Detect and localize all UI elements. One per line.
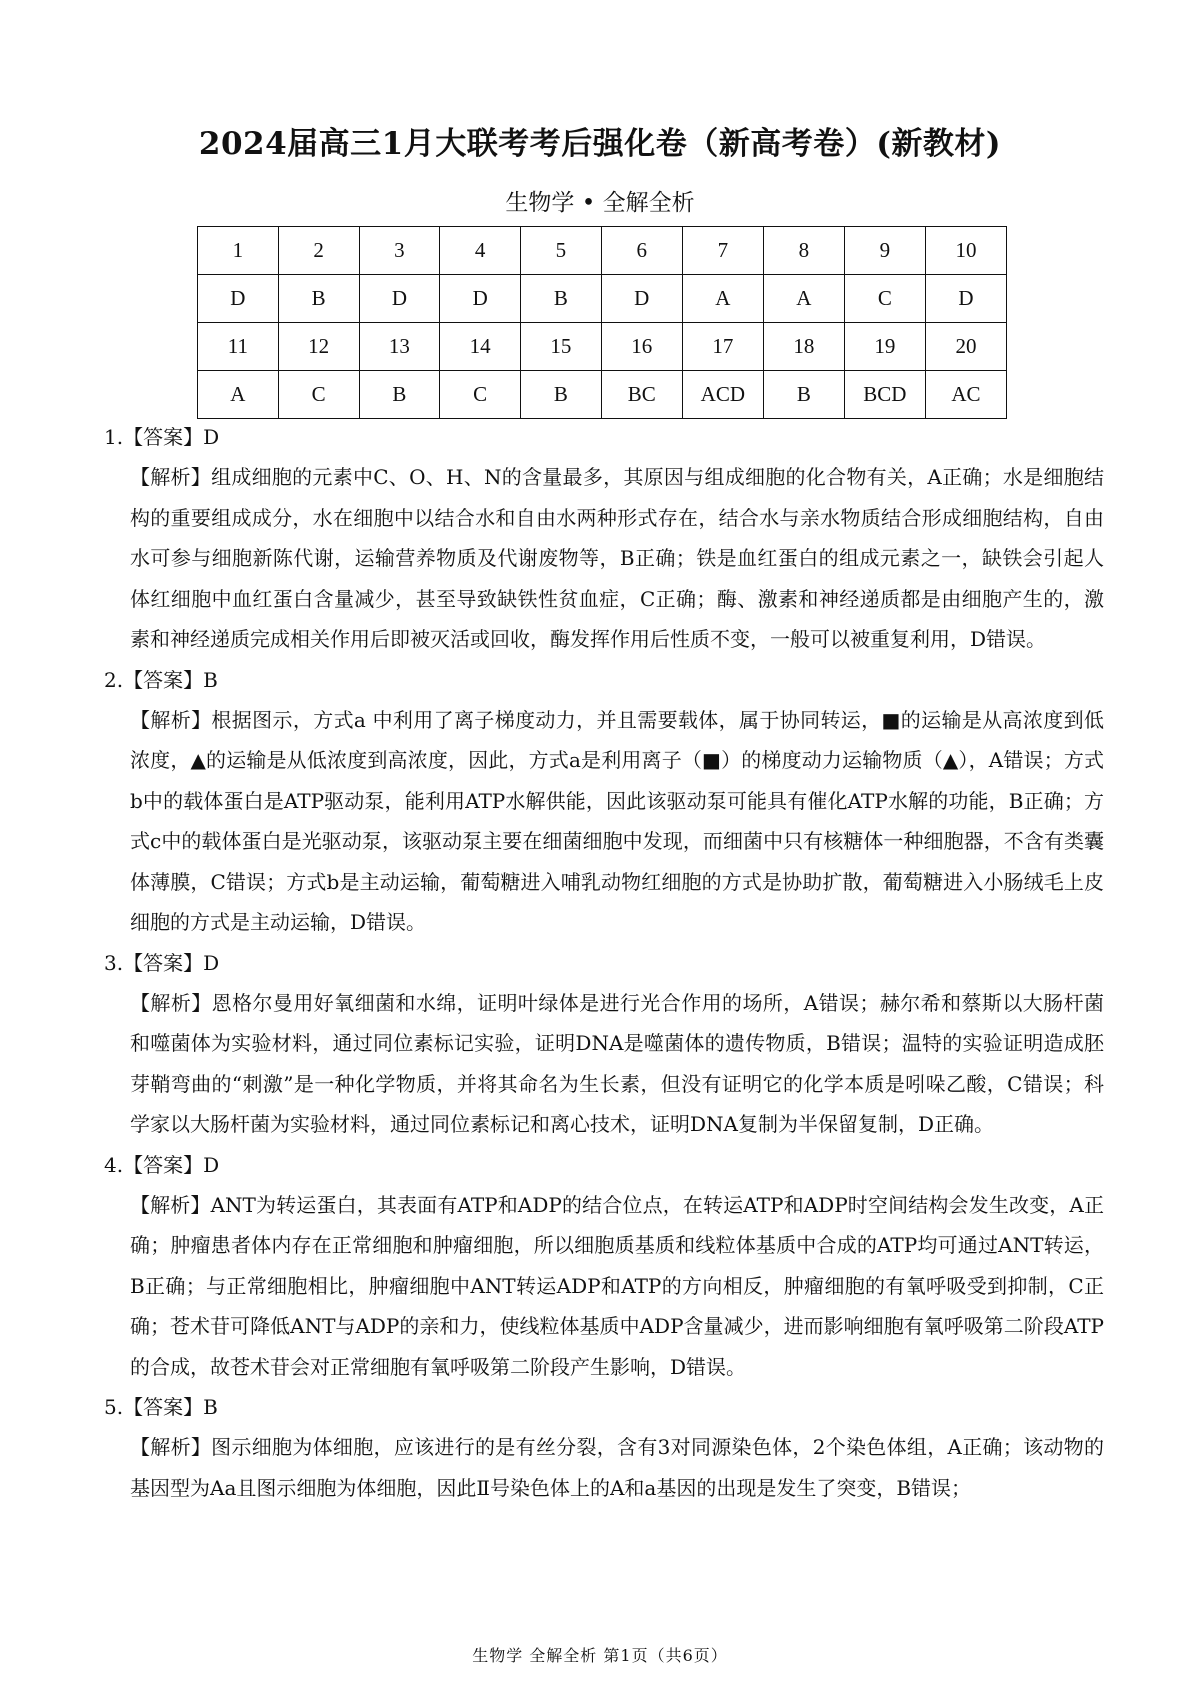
- answer-table-cell: 9: [844, 227, 925, 275]
- answer-table-cell: D: [359, 275, 440, 323]
- answer-table-cell: D: [198, 275, 279, 323]
- answer-table-cell: 8: [763, 227, 844, 275]
- answer-table-cell: 14: [440, 323, 521, 371]
- answer-table-row: [198, 323, 1007, 371]
- explanation-paragraph: 【解析】恩格尔曼用好氧细菌和水绵，证明叶绿体是进行光合作用的场所，A错误；赫尔希和蔡斯以大肠杆菌和噬菌体为实验材料，通过同位素标记实验，证明DNA是噬菌体的遗传物质，B错误；温特的实验证明造成胚芽鞘弯曲的“刺激”是一种化学物质，并将其命名为生长素，但没有证明它的化学本质是吲哚乙酸，C错误；科学家以大肠杆菌为实验材料，通过同位素标记和离心技术，证明DNA复制为半保留复制，D正确。: [130, 990, 1104, 1136]
- answer-table-cell: 20: [925, 323, 1006, 371]
- answer-table-cell: C: [440, 371, 521, 419]
- answer-line: 2.【答案】B: [104, 667, 218, 692]
- answer-table-cell: 17: [682, 323, 763, 371]
- answer-table-cell: C: [844, 275, 925, 323]
- answer-table-cell: BCD: [844, 371, 925, 419]
- answer-table-cell: A: [682, 275, 763, 323]
- answer-table-cell: 11: [198, 323, 279, 371]
- answer-table-cell: 13: [359, 323, 440, 371]
- explanation-paragraph: 【解析】组成细胞的元素中C、O、H、N的含量最多，其原因与组成细胞的化合物有关，A正确；水是细胞结构的重要组成成分，水在细胞中以结合水和自由水两种形式存在，结合水与亲水物质结合形成细胞结构，自由水可参与细胞新陈代谢，运输营养物质及代谢废物等，B正确；铁是血红蛋白的组成元素之一，缺铁会引起人体红细胞中血红蛋白含量减少，甚至导致缺铁性贫血症，C正确；酶、激素和神经递质都是由细胞产生的，激素和神经递质完成相关作用后即被灭活或回收，酶发挥作用后性质不变，一般可以被重复利用，D错误。: [130, 465, 1104, 651]
- question-2: [104, 660, 1104, 943]
- answer-table-cell: AC: [925, 371, 1006, 419]
- answer-line: 3.【答案】D: [104, 950, 220, 975]
- answer-table-cell: B: [278, 275, 359, 323]
- answer-table-cell: ACD: [682, 371, 763, 419]
- answer-table-cell: 3: [359, 227, 440, 275]
- answer-table-row: [198, 371, 1007, 419]
- question-1: [104, 417, 1104, 660]
- answer-table-cell: A: [198, 371, 279, 419]
- answer-table-cell: 5: [521, 227, 602, 275]
- answer-table-cell: B: [359, 371, 440, 419]
- answer-line: 1.【答案】D: [104, 425, 220, 449]
- explanation-paragraph: 【解析】根据图示，方式a 中利用了离子梯度动力，并且需要载体，属于协同转运，■的运输是从高浓度到低浓度，▲的运输是从低浓度到高浓度，因此，方式a是利用离子（■）的梯度动力运输物质（▲），A错误；方式b中的载体蛋白是ATP驱动泵，能利用ATP水解供能，因此该驱动泵可能具有催化ATP水解的功能，B正确；方式c中的载体蛋白是光驱动泵，该驱动泵主要在细菌细胞中发现，而细菌中只有核糖体一种细胞器，不含有类囊体薄膜，C错误；方式b是主动运输，葡萄糖进入哺乳动物红细胞的方式是协助扩散，葡萄糖进入小肠绒毛上皮细胞的方式是主动运输，D错误。: [130, 707, 1104, 934]
- document-title: 2024届高三1月大联考考后强化卷（新高考卷）(新教材): [198, 126, 1002, 162]
- answer-table-cell: BC: [601, 371, 682, 419]
- question-4: [104, 1145, 1104, 1388]
- answer-table-cell: A: [763, 275, 844, 323]
- explanation-paragraph: 【解析】图示细胞为体细胞，应该进行的是有丝分裂，含有3对同源染色体，2个染色体组，A正确；该动物的基因型为Aa且图示细胞为体细胞，因此Ⅱ号染色体上的A和a基因的出现是发生了突变，B错误；: [130, 1435, 1104, 1500]
- answer-table-cell: B: [763, 371, 844, 419]
- answer-table-cell: 1: [198, 227, 279, 275]
- answer-table-cell: 16: [601, 323, 682, 371]
- answer-table-cell: 10: [925, 227, 1006, 275]
- answer-table-cell: D: [925, 275, 1006, 323]
- answer-table-row: [198, 275, 1007, 323]
- answer-table-cell: 2: [278, 227, 359, 275]
- answer-table-cell: C: [278, 371, 359, 419]
- answer-table-cell: B: [521, 371, 602, 419]
- answer-table-cell: 12: [278, 323, 359, 371]
- answer-table-cell: D: [440, 275, 521, 323]
- answer-table: [197, 226, 1007, 419]
- explanation-paragraph: 【解析】ANT为转运蛋白，其表面有ATP和ADP的结合位点，在转运ATP和ADP时空间结构会发生改变，A正确；肿瘤患者体内存在正常细胞和肿瘤细胞，所以细胞质基质和线粒体基质中合成的ATP均可通过ANT转运，B正确；与正常细胞相比，肿瘤细胞中ANT转运ADP和ATP的方向相反，肿瘤细胞的有氧呼吸受到抑制，C正确；苍术苷可降低ANT与ADP的亲和力，使线粒体基质中ADP含量减少，进而影响细胞有氧呼吸第二阶段ATP的合成，故苍术苷会对正常细胞有氧呼吸第二阶段产生影响，D错误。: [130, 1192, 1104, 1379]
- answer-line: 5.【答案】B: [104, 1395, 218, 1419]
- answer-table-cell: 15: [521, 323, 602, 371]
- answer-table-row: [198, 227, 1007, 275]
- answer-line: 4.【答案】D: [104, 1152, 220, 1177]
- document-subtitle: 生物学 • 全解全析: [505, 190, 695, 216]
- answer-table-cell: 6: [601, 227, 682, 275]
- answer-table-cell: 18: [763, 323, 844, 371]
- answer-table-cell: 4: [440, 227, 521, 275]
- answer-table-cell: 19: [844, 323, 925, 371]
- question-5: [104, 1387, 1104, 1508]
- answer-table-cell: B: [521, 275, 602, 323]
- page-footer: 生物学 全解全析 第1页（共6页）: [472, 1646, 728, 1665]
- solutions-section: [104, 417, 1104, 1508]
- answer-table-cell: D: [601, 275, 682, 323]
- question-3: [104, 943, 1104, 1145]
- answer-table-cell: 7: [682, 227, 763, 275]
